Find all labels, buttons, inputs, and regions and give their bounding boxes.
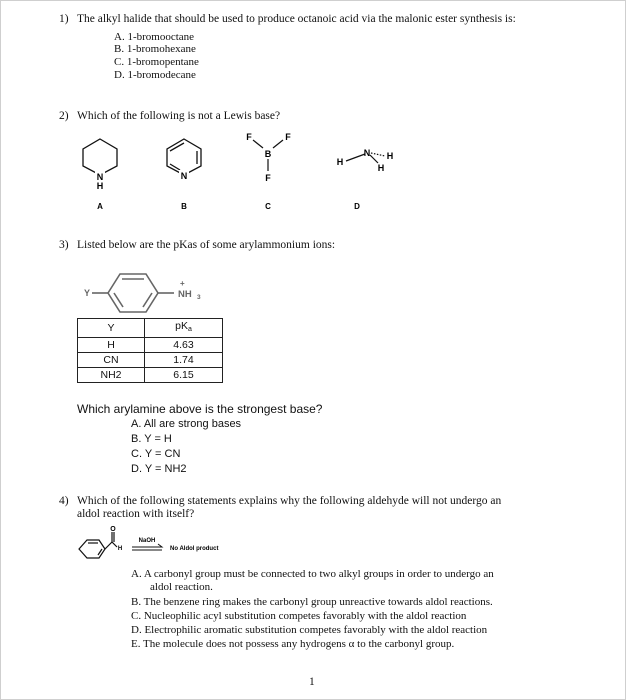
table-row bbox=[78, 353, 223, 368]
q3-question: Which arylamine above is the strongest base? bbox=[77, 402, 323, 416]
bf3-f3-atom: F bbox=[265, 173, 271, 183]
arylammonium-structure bbox=[80, 266, 230, 314]
aryl-nh3-subscript: 3 bbox=[197, 294, 201, 301]
aldehyde-h-atom: H bbox=[117, 546, 123, 552]
q4-number: 4) bbox=[59, 495, 69, 507]
table-row bbox=[78, 338, 223, 353]
q1-text: The alkyl halide that should be used to produce octanoic acid via the malonic ester synthesis is: bbox=[77, 13, 516, 25]
pyridine-structure bbox=[167, 139, 201, 175]
cell-y: H bbox=[78, 338, 145, 353]
bf3-f2-atom: F bbox=[285, 132, 291, 142]
piperidine-structure bbox=[83, 139, 117, 175]
q2-text: Which of the following is not a Lewis base? bbox=[77, 110, 281, 122]
q4-option-c: C. Nucleophilic acyl substitution competes favorably with the aldol reaction bbox=[131, 610, 467, 622]
aldehyde-o-atom: O bbox=[110, 526, 116, 533]
table-row bbox=[78, 368, 223, 383]
q4-text-line1: Which of the following statements explains why the following aldehyde will not undergo an bbox=[77, 495, 502, 507]
pka-table bbox=[77, 318, 223, 383]
q3-option-d: D. Y = NH2 bbox=[131, 463, 187, 475]
q3-option-c: C. Y = CN bbox=[131, 448, 181, 460]
q3-text: Listed below are the pKas of some arylammonium ions: bbox=[77, 239, 336, 251]
q2-number: 2) bbox=[59, 110, 69, 122]
q4-option-a: A. A carbonyl group must be connected to two alkyl groups in order to undergo an bbox=[131, 568, 494, 580]
ammonia-h1-atom: H bbox=[336, 157, 344, 167]
q1-number: 1) bbox=[59, 13, 69, 25]
q4-text-line2: aldol reaction with itself? bbox=[77, 508, 195, 520]
aryl-plus-charge: + bbox=[180, 279, 185, 288]
label-b: B bbox=[181, 202, 187, 211]
cell-y: CN bbox=[78, 353, 145, 368]
q2-structures bbox=[60, 128, 480, 214]
label-c: C bbox=[265, 202, 271, 211]
bf3-b-atom: B bbox=[264, 149, 272, 159]
header-pka: pKa bbox=[145, 319, 223, 338]
q4-option-d: D. Electrophilic aromatic substitution competes favorably with the aldol reaction bbox=[131, 624, 488, 636]
q4-option-b: B. The benzene ring makes the carbonyl group unreactive towards aldol reactions. bbox=[131, 596, 493, 608]
q4-option-a-cont: aldol reaction. bbox=[150, 581, 213, 593]
q1-option-a: A. 1-bromooctane bbox=[114, 31, 195, 43]
q1-option-b: B. 1-bromohexane bbox=[114, 43, 196, 55]
reagent-label: NaOH bbox=[138, 538, 156, 544]
header-y: Y bbox=[78, 319, 145, 338]
page-number: 1 bbox=[309, 676, 315, 688]
q1-option-d: D. 1-bromodecane bbox=[114, 69, 196, 81]
cell-y: NH2 bbox=[78, 368, 145, 383]
table-header-row bbox=[78, 319, 223, 338]
cell-pka: 1.74 bbox=[145, 353, 223, 368]
q1-option-c: C. 1-bromopentane bbox=[114, 56, 199, 68]
ammonia-h3-atom: H bbox=[377, 163, 385, 173]
cell-pka: 4.63 bbox=[145, 338, 223, 353]
aryl-y-label: Y bbox=[83, 288, 91, 298]
piperidine-h-atom: H bbox=[96, 181, 104, 191]
q3-option-b: B. Y = H bbox=[131, 433, 172, 445]
ammonia-h2-atom: H bbox=[386, 151, 394, 161]
bf3-f1-atom: F bbox=[246, 132, 252, 142]
cell-pka: 6.15 bbox=[145, 368, 223, 383]
aryl-nh-label: NH bbox=[178, 289, 192, 300]
pyridine-n-atom: N bbox=[180, 171, 188, 181]
label-a: A bbox=[97, 202, 103, 211]
q3-number: 3) bbox=[59, 239, 69, 251]
ammonia-n-atom: N bbox=[363, 148, 371, 158]
product-label: No Aldol product bbox=[170, 546, 219, 552]
label-d: D bbox=[354, 202, 360, 211]
q3-option-a: A. All are strong bases bbox=[131, 418, 242, 430]
aldol-reaction-scheme bbox=[74, 520, 254, 564]
q4-option-e: E. The molecule does not possess any hydrogens α to the carbonyl group. bbox=[131, 638, 455, 650]
piperidine-n-atom: N bbox=[96, 172, 104, 182]
